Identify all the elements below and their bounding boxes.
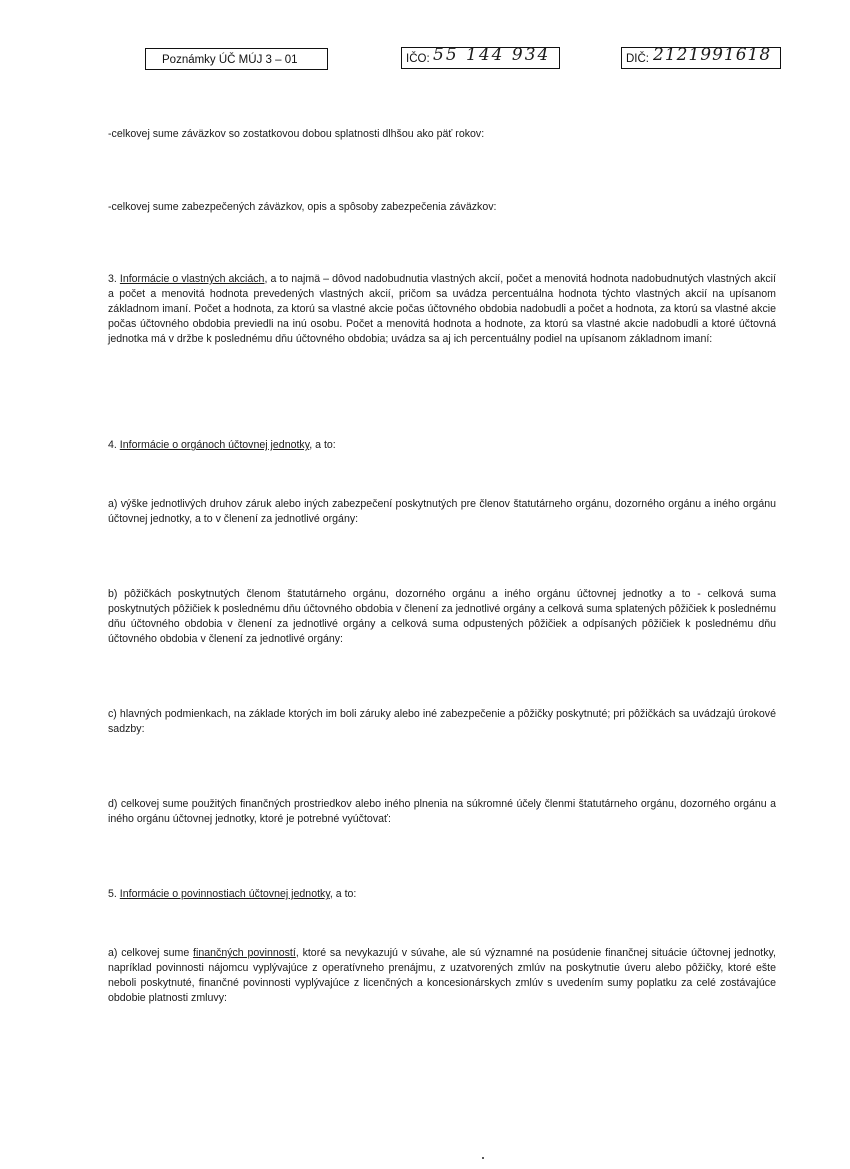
section-5-a (108, 946, 776, 1006)
section-4-c: c) hlavných podmienkach, na základe ktorých im boli záruky alebo iné zabezpečenie a pôžičky poskytnuté; pri pôžičkách sa uvádzajú úrokové sadzby: (108, 708, 776, 735)
section-3-number: 3. (108, 273, 117, 285)
section-4-suffix: , a to: (309, 439, 336, 451)
section-4-a: a) výške jednotlivých druhov záruk alebo iných zabezpečení poskytnutých pre členov štatutárneho orgánu, dozorného orgánu a iného orgánu účtovnej jednotky, a to v členení za jednotlivé orgány: (108, 498, 776, 525)
ico-box (401, 47, 560, 69)
dic-box (621, 47, 781, 69)
ico-value: 55 144 934 (433, 45, 551, 65)
section-5-a-link: finančných povinností (193, 947, 296, 959)
form-label: Poznámky ÚČ MÚJ 3 – 01 (162, 54, 298, 66)
section-5-number: 5. (108, 888, 117, 900)
section-4-d: d) celkovej sume použitých finančných prostriedkov alebo iného plnenia na súkromné účely členmi štatutárneho orgánu, dozorného orgánu a iného orgánu účtovnej jednotky, ktoré je potrebné vyúčtovať: (108, 798, 776, 825)
section-4-heading (108, 438, 776, 453)
section-3-body: , a to najmä – dôvod nadobudnutia vlastných akcií, počet a menovitá hodnota nadobudnutých vlastných akcií a počet a menovitá hodnota prevedených vlastných akcií, pričom sa uvádza percentuálna hodnota týchto vlastných akcií na upísanom základnom imaní. Počet a hodnota, za ktorú sa vlastné akcie počas účtovného obdobia nadobudli a počet a hodnota, za ktorú sa vlastné akcie počas účtovného obdobia previedli na inú osobu. Počet a menovitá hodnota a hodnote, za ktorú sa vlastné akcie nadobudli a ktoré účtovná jednotka má v držbe k poslednému dňu účtovného obdobia; uvádza sa aj ich percentuálny podiel na upísanom základnom imaní: (108, 273, 776, 345)
section-5-suffix: , a to: (329, 888, 357, 900)
section-5-a-prefix: a) celkovej sume (108, 947, 194, 959)
section-4-title: Informácie o orgánoch účtovnej jednotky (119, 439, 310, 451)
scan-dot (482, 1157, 484, 1159)
section-3 (108, 272, 776, 347)
section-5-title: Informácie o povinnostiach účtovnej jednotky (119, 888, 330, 900)
section-3-title: Informácie o vlastných akciách (119, 273, 265, 285)
section-5-a-body: , ktoré sa nevykazujú v súvahe, ale sú významné na posúdenie finančnej situácie účtovnej jednotky, napríklad povinnosti nájomcu vyplývajúce z operatívneho prenájmu, z uzatvorených zmlúv na poskytnutie úveru alebo pôžičky, ktoré ešte neboli poskytnuté, finančné povinnosti vyplývajúce z licenčných a koncesionárskych zmlúv s uvedením sumy poplatku za celé zostávajúce obdobie platnosti zmluvy: (108, 947, 776, 1004)
ico-label: IČO: (406, 53, 430, 65)
line-secured-liabilities: -celkovej sume zabezpečených záväzkov, opis a spôsoby zabezpečenia záväzkov: (108, 201, 497, 213)
dic-label: DIČ: (626, 53, 649, 65)
section-4-b: b) pôžičkách poskytnutých členom štatutárneho orgánu, dozorného orgánu a iného orgánu účtovnej jednotky a to - celková suma poskytnutých pôžičiek k poslednému dňu účtovného obdobia v členení za jednotlivé orgány a celková suma splatených pôžičiek k poslednému dňu účtovného obdobia v členení za jednotlivé orgány a celková suma odpustených pôžičiek a odpísaných pôžičiek k poslednému dňu účtovného obdobia v členení za jednotlivé orgány: (108, 588, 776, 645)
section-5-heading (108, 887, 776, 902)
dic-value: 2121991618 (653, 45, 772, 65)
section-4-number: 4. (108, 439, 117, 451)
form-label-box (145, 48, 328, 70)
line-long-term-liabilities: -celkovej sume záväzkov so zostatkovou dobou splatnosti dlhšou ako päť rokov: (108, 128, 485, 140)
